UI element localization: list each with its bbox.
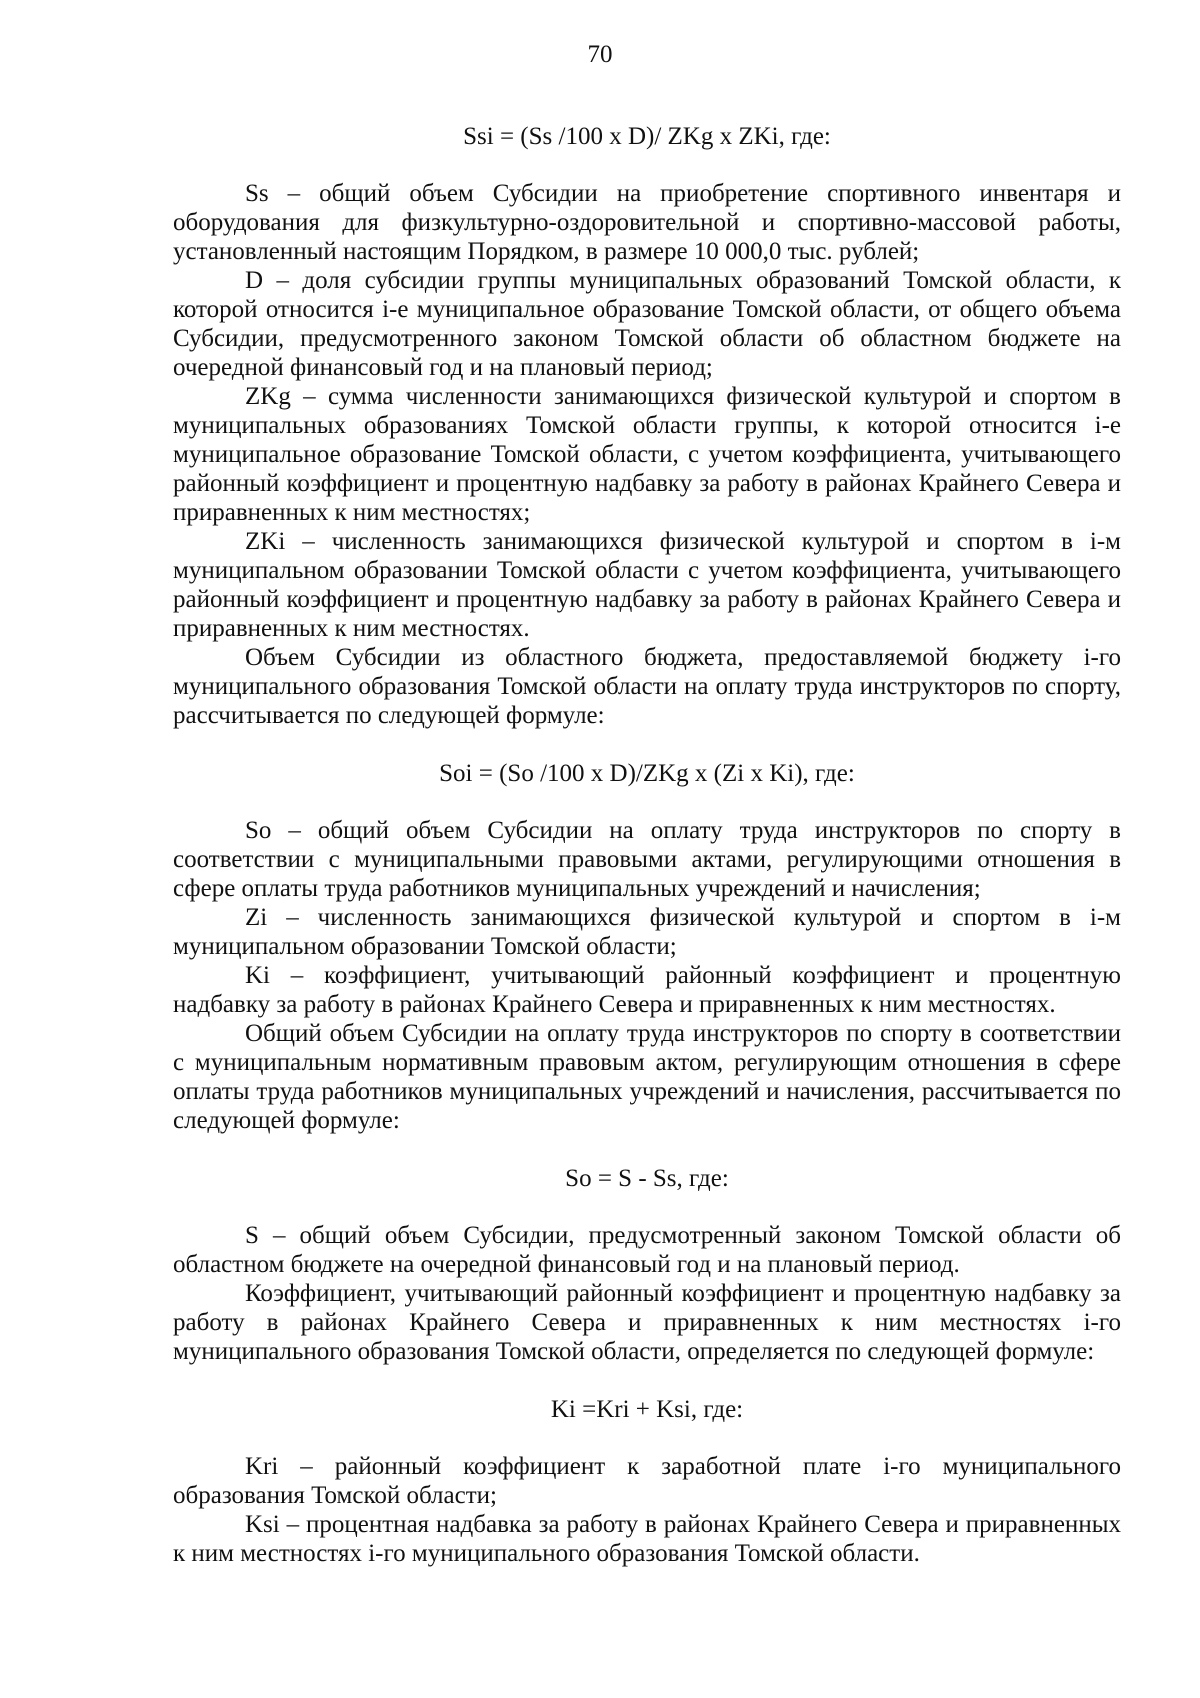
document-body bbox=[173, 122, 1121, 1568]
formula-ki: Ki =Kri + Ksi, где: bbox=[550, 1396, 744, 1423]
paragraph-total-instructor-subsidy: Общий объем Субсидии на оплату труда инструкторов по спорту в соответствии с муниципальным нормативным правовым актом, регулирующим отношения в сфере оплаты труда работников муниципальных учреждений и начисления, рассчитывается по следующей формуле: bbox=[173, 1020, 1121, 1134]
definition-ksi: Ksi – процентная надбавка за работу в районах Крайнего Севера и приравненных к ним местностях i-го муниципального образования Томской области. bbox=[173, 1511, 1121, 1567]
formula-ssi: Ssi = (Ss /100 x D)/ ZKg x ZKi, где: bbox=[463, 123, 831, 150]
spacer bbox=[173, 1424, 1121, 1452]
spacer bbox=[173, 151, 1121, 179]
definition-kri: Kri – районный коэффициент к заработной плате i-го муниципального образования Томской области; bbox=[173, 1453, 1121, 1509]
spacer bbox=[173, 1135, 1121, 1164]
spacer bbox=[173, 788, 1121, 816]
definition-zi: Zi – численность занимающихся физической культурой и спортом в i-м муниципальном образовании Томской области; bbox=[173, 904, 1121, 960]
definition-ki: Ki – коэффициент, учитывающий районный коэффициент и процентную надбавку за работу в районах Крайнего Севера и приравненных к ним местностях. bbox=[173, 962, 1121, 1018]
paragraph-instructor-subsidy: Объем Субсидии из областного бюджета, предоставляемой бюджету i-го муниципального образования Томской области на оплату труда инструкторов по спорту, рассчитывается по следующей формуле: bbox=[173, 644, 1121, 729]
definition-ss: Ss – общий объем Субсидии на приобретение спортивного инвентаря и оборудования для физкультурно-оздоровительной и спортивно-массовой работы, установленный настоящим Порядком, в размере 10 000,0 тыс. рублей; bbox=[173, 180, 1121, 265]
spacer bbox=[173, 1366, 1121, 1395]
definition-s: S – общий объем Субсидии, предусмотренный законом Томской области об областном бюджете на очередной финансовый год и на плановый период. bbox=[173, 1222, 1121, 1278]
formula-soi: Soi = (So /100 x D)/ZKg x (Zi x Ki), где: bbox=[439, 760, 855, 787]
spacer bbox=[173, 730, 1121, 759]
definition-d: D – доля субсидии группы муниципальных образований Томской области, к которой относится i-е муниципальное образование Томской области, от общего объема Субсидии, предусмотренного законом Томской области об областном бюджете на очередной финансовый год и на плановый период; bbox=[173, 267, 1121, 381]
page-number: 70 bbox=[587, 41, 613, 68]
paragraph-coefficient: Коэффициент, учитывающий районный коэффициент и процентную надбавку за работу в районах Крайнего Севера и приравненных к ним местностях i-го муниципального образования Томской области, определяется по следующей формуле: bbox=[173, 1280, 1121, 1365]
definition-zkg: ZKg – сумма численности занимающихся физической культурой и спортом в муниципальных образованиях Томской области группы, к которой относится i-е муниципальное образование Томской области, с учетом коэффициента, учитывающего районный коэффициент и процентную надбавку за работу в районах Крайнего Севера и приравненных к ним местностях; bbox=[173, 383, 1121, 526]
definition-zki: ZKi – численность занимающихся физической культурой и спортом в i-м муниципальном образовании Томской области с учетом коэффициента, учитывающего районный коэффициент и процентную надбавку за работу в районах Крайнего Севера и приравненных к ним местностях. bbox=[173, 528, 1121, 642]
definition-so: So – общий объем Субсидии на оплату труда инструкторов по спорту в соответствии с муниципальными правовыми актами, регулирующими отношения в сфере оплаты труда работников муниципальных учреждений и начисления; bbox=[173, 817, 1121, 902]
formula-so: So = S - Ss, где: bbox=[565, 1165, 729, 1192]
spacer bbox=[173, 1193, 1121, 1221]
